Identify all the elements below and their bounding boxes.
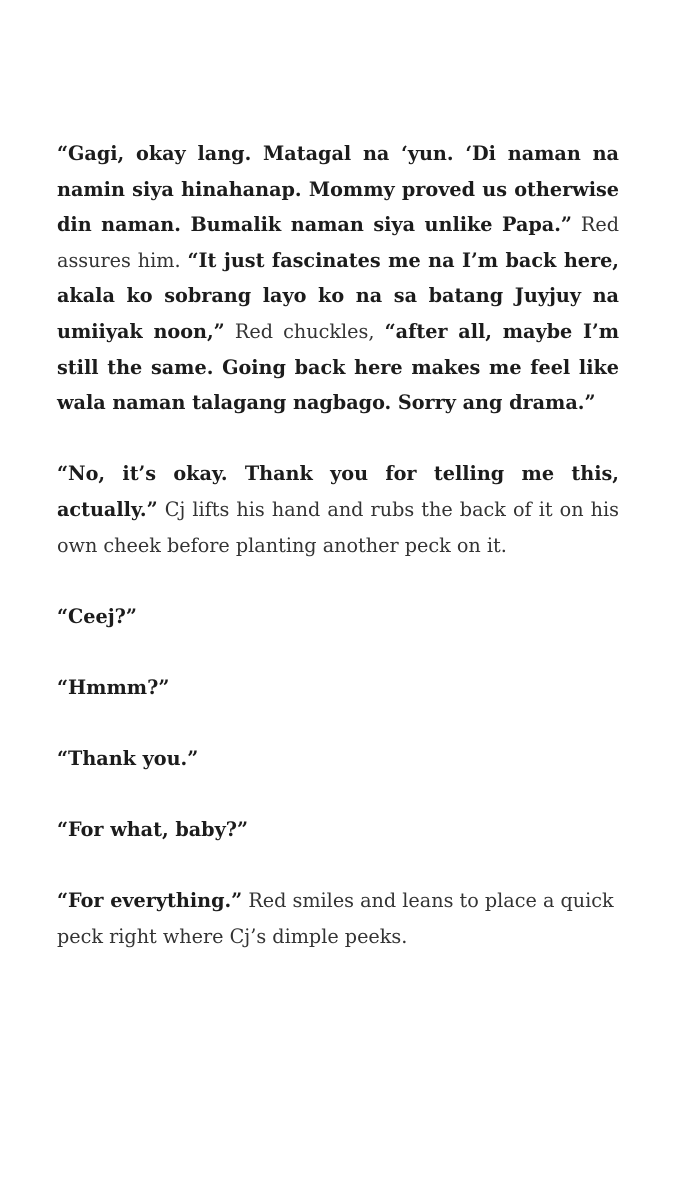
paragraph-hmmm <box>57 670 619 706</box>
paragraph-cj-thanks <box>57 456 619 563</box>
dialogue-for-everything: “For everything.” <box>57 889 243 913</box>
dialogue-thank-you: “Thank you.” <box>57 747 199 771</box>
paragraph-for-everything <box>57 883 619 954</box>
paragraph-for-what <box>57 812 619 848</box>
paragraph-ceej <box>57 599 619 635</box>
dialogue-hmmm: “Hmmm?” <box>57 675 170 699</box>
paragraph-red-assures <box>57 136 619 421</box>
narration-cj-lifts-hand: Cj lifts his hand and rubs the back of it on his own cheek before planting another peck on it. <box>57 497 619 557</box>
dialogue-red-gagi: “Gagi, okay lang. Matagal na ‘yun. ‘Di naman na namin siya hinahanap. Mommy proved us otherwise din naman. Bumalik naman siya unlike Papa.” <box>57 142 619 237</box>
dialogue-red-fascinates: “It just fascinates me na I’m back here, akala ko sobrang layo ko na sa batang Juyjuy na umiiyak noon,” <box>57 248 619 343</box>
dialogue-ceej: “Ceej?” <box>57 604 137 628</box>
narration-red-smiles: Red smiles and leans to place a quick peck right where Cj’s dimple peeks. <box>57 889 614 949</box>
narration-red-assures: Red assures him. <box>57 213 619 272</box>
narration-red-chuckles: Red chuckles, <box>224 319 385 343</box>
dialogue-red-after-all: “after all, maybe I’m still the same. Going back here makes me feel like wala naman talagang nagbago. Sorry ang drama.” <box>57 319 619 415</box>
dialogue-for-what: “For what, baby?” <box>57 818 249 842</box>
story-page <box>57 136 619 990</box>
dialogue-cj-its-okay: “No, it’s okay. Thank you for telling me this, actually.” <box>57 462 619 521</box>
paragraph-thank-you <box>57 741 619 777</box>
